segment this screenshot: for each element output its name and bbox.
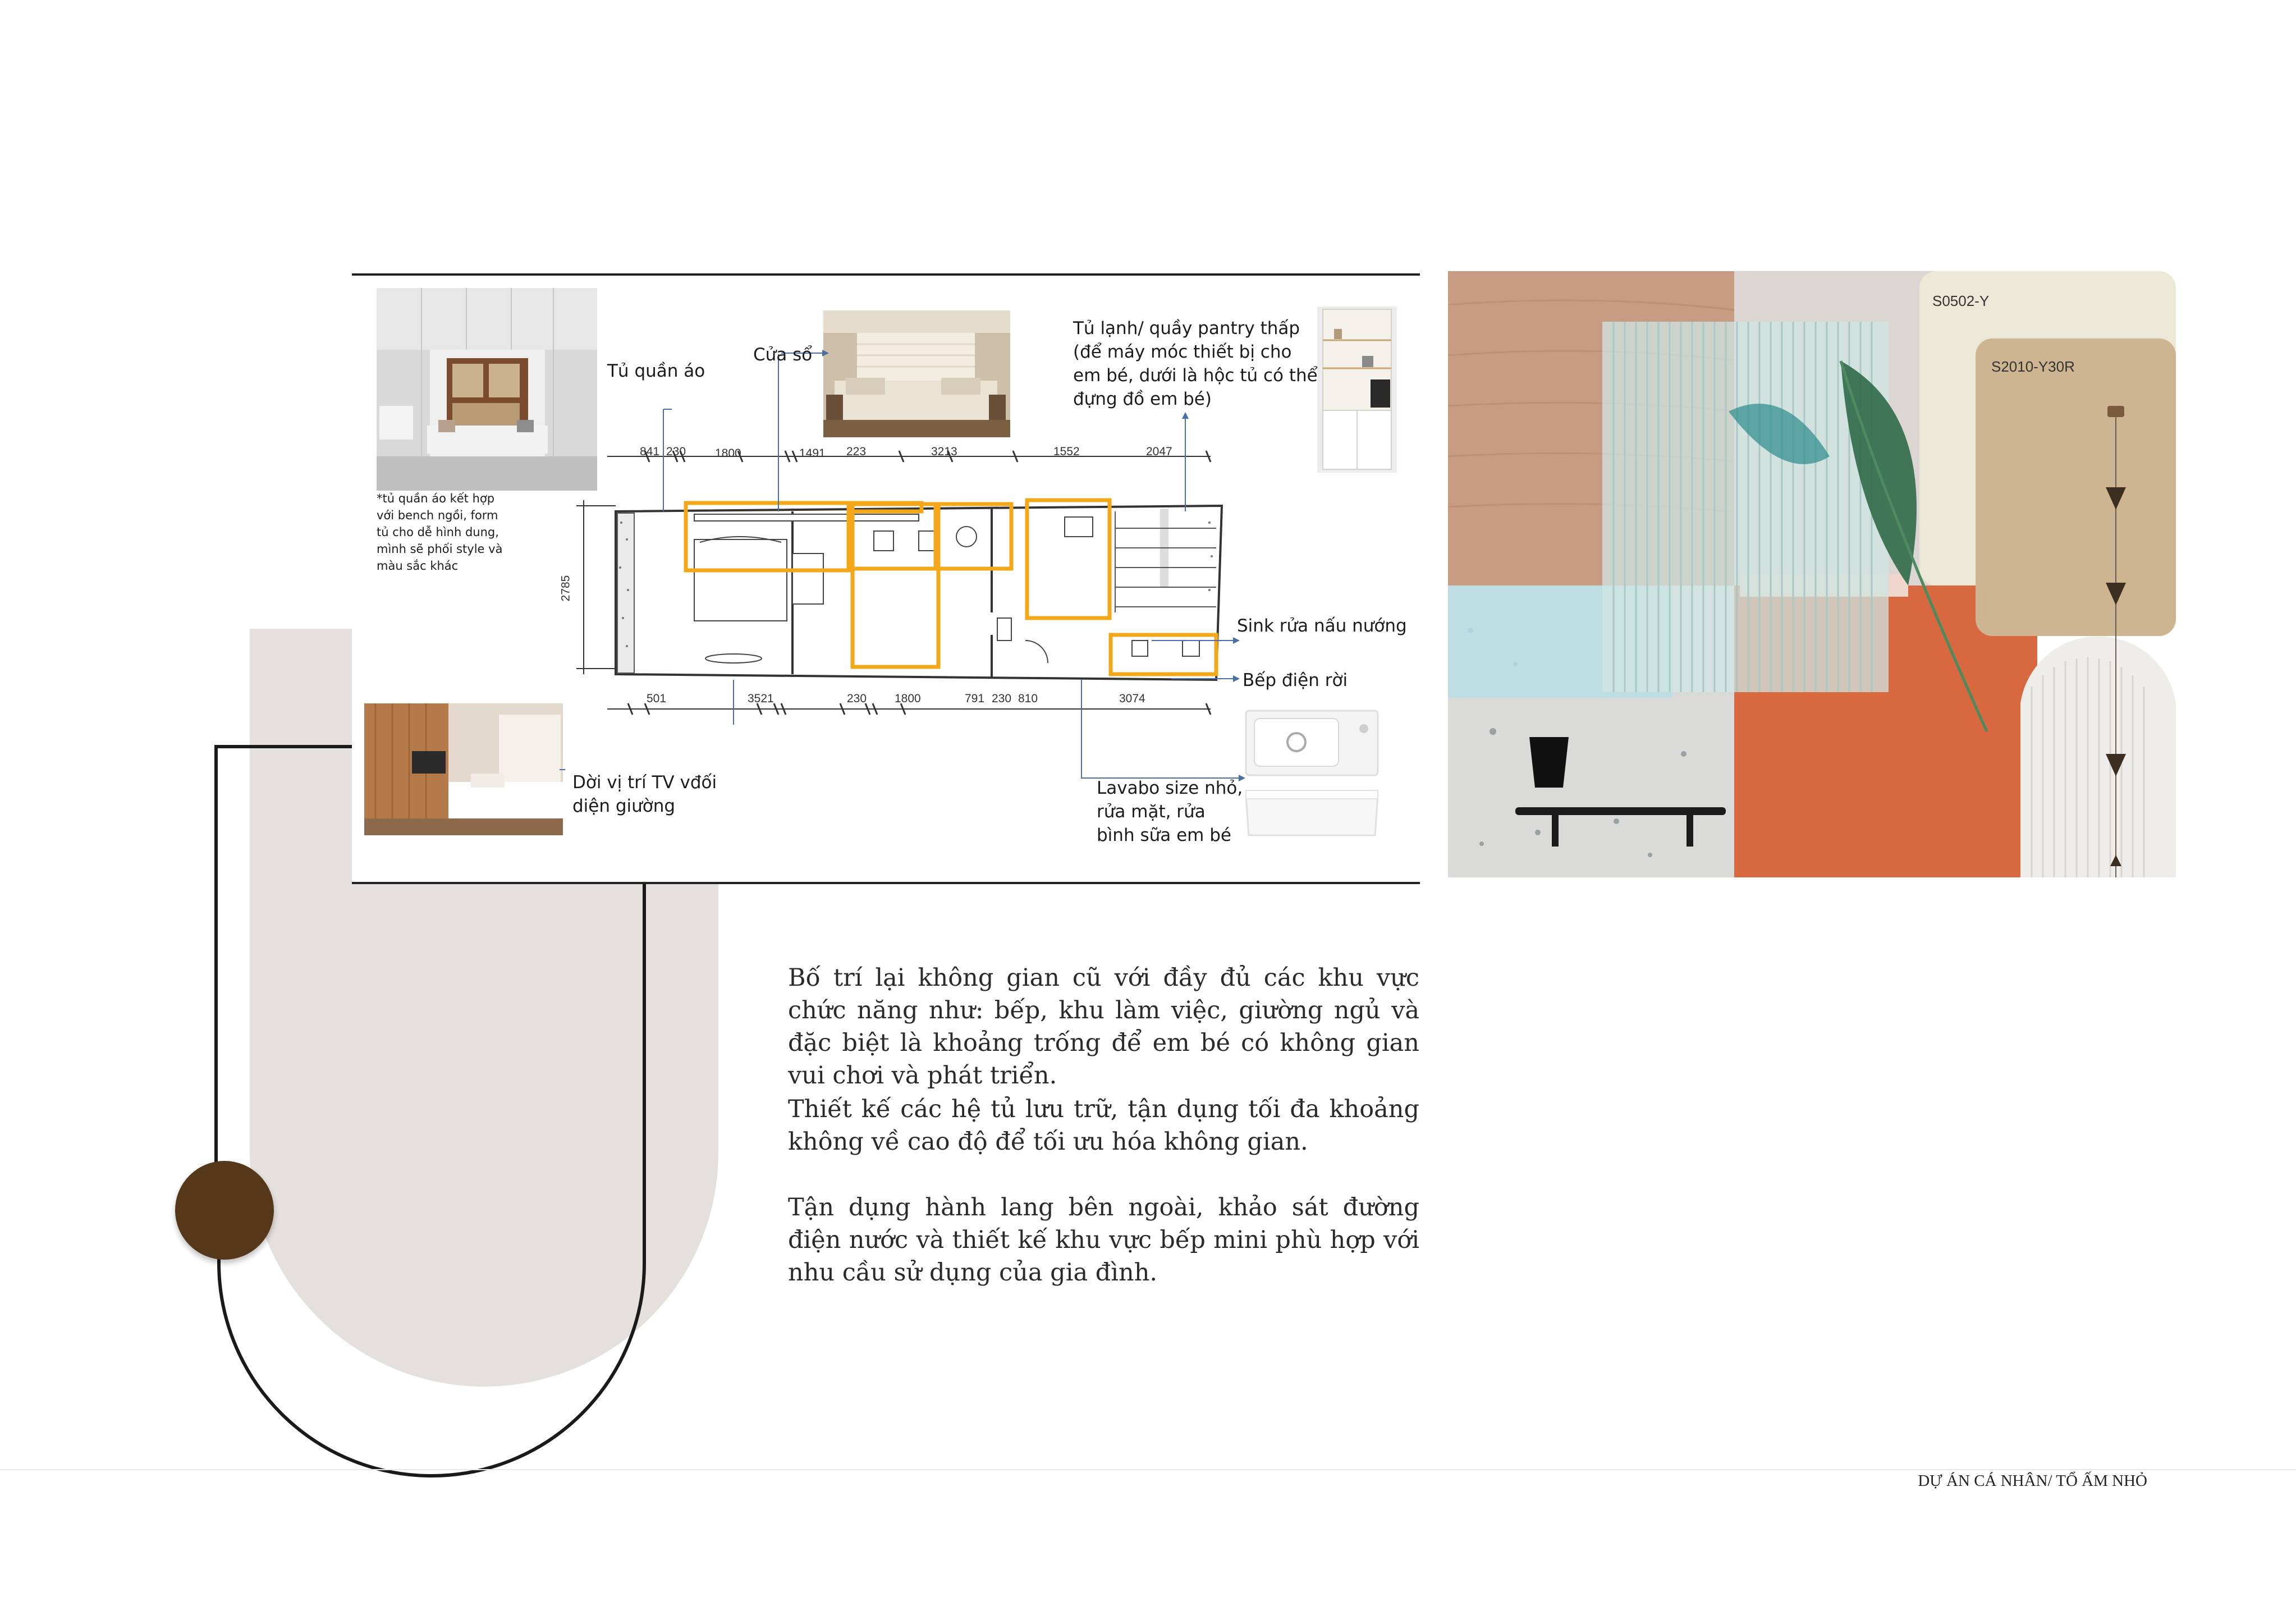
label-window: Cửa sổ <box>753 345 813 365</box>
dim-top: 1800 <box>715 447 741 460</box>
dim-bottom: 810 <box>1018 692 1038 705</box>
dim-bottom: 3521 <box>748 692 774 705</box>
material-moodboard <box>1448 271 2176 877</box>
dim-top: 1491 <box>799 447 826 460</box>
label-wardrobe: Tủ quần áo <box>607 361 705 381</box>
label-fridge: Tủ lạnh/ quầy pantry thấp <box>1073 318 1300 338</box>
dim-bottom: 230 <box>992 692 1012 705</box>
label-fridge-note-3: đựng đồ em bé) <box>1073 389 1212 409</box>
label-tv-2: diện giường <box>572 796 676 816</box>
paragraph-3: Tận dụng hành lang bên ngoài, khảo sát đường điện nước và thiết kế khu vực bếp mini phù hợp với nhu cầu sử dụng của gia đình. <box>788 1193 1419 1287</box>
swatch-code-2: S2010-Y30R <box>1991 358 2075 375</box>
label-stove: Bếp điện rời <box>1243 670 1348 690</box>
dim-top: 841 <box>640 445 660 458</box>
label-tv: Dời vị trí TV vđối <box>572 772 717 793</box>
dim-top: 3213 <box>931 445 957 458</box>
footer-divider <box>0 1469 2296 1470</box>
label-lavabo-2: rửa mặt, rửa <box>1097 802 1206 822</box>
dim-top: 1552 <box>1053 445 1080 458</box>
label-lavabo-1: Lavabo size nhỏ, <box>1097 778 1243 798</box>
dim-top: 230 <box>666 445 686 458</box>
label-fridge-note-2: em bé, dưới là hộc tủ có thể <box>1073 365 1318 386</box>
wardrobe-note: *tủ quần áo kết hợp với bench ngồi, form tủ cho dễ hình dung, mình sẽ phối style và màu sắc khác <box>377 492 503 573</box>
label-fridge-note-1: (để máy móc thiết bị cho <box>1073 342 1292 362</box>
dim-top: 2047 <box>1146 445 1172 458</box>
dim-side: 2785 <box>559 575 572 602</box>
dim-bottom: 1800 <box>895 692 921 705</box>
dim-top: 223 <box>846 445 867 458</box>
floor-plan-panel <box>352 273 1420 884</box>
dim-bottom: 791 <box>965 692 985 705</box>
swatch-code-1: S0502-Y <box>1932 292 1990 309</box>
dim-bottom: 3074 <box>1119 692 1145 705</box>
label-lavabo-3: bình sữa em bé <box>1097 825 1231 845</box>
paragraph-2: Thiết kế các hệ tủ lưu trữ, tận dụng tối đa khoảng không về cao độ để tối ưu hóa không gian. <box>788 1095 1419 1156</box>
footer-caption: DỰ ÁN CÁ NHÂN/ TỔ ẤM NHỎ <box>1918 1472 2147 1490</box>
dim-bottom: 230 <box>847 692 867 705</box>
dim-bottom: 501 <box>647 692 667 705</box>
paragraph-1: Bố trí lại không gian cũ với đầy đủ các khu vực chức năng như: bếp, khu làm việc, giường ngủ và đặc biệt là khoảng trống để em bé có không gian vui chơi và phát triển. <box>788 964 1419 1090</box>
label-sink: Sink rửa nấu nướng <box>1237 616 1407 636</box>
accent-circle <box>175 1161 274 1260</box>
